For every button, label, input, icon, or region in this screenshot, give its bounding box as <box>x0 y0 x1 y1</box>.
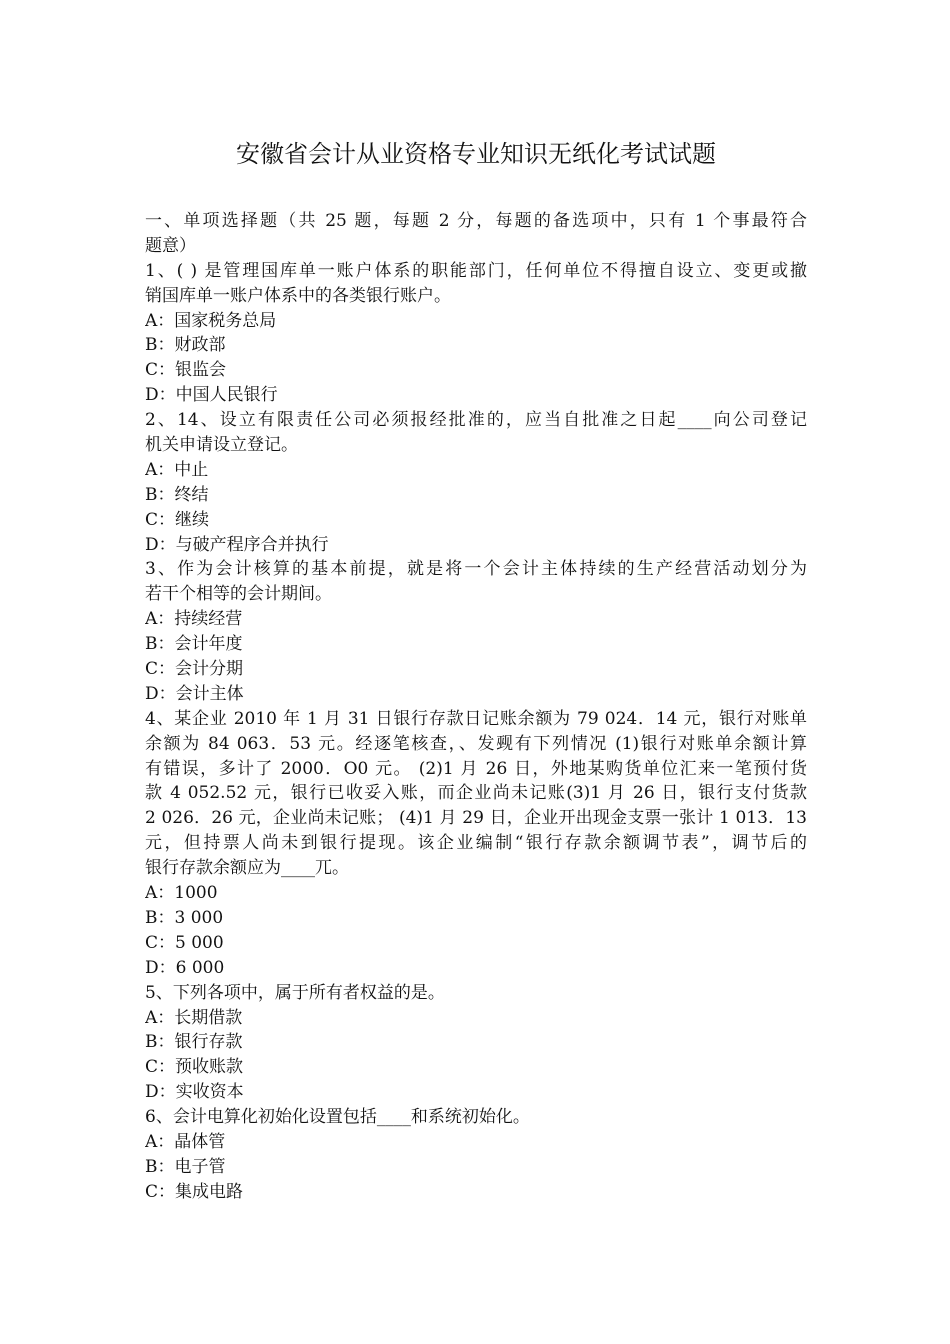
option-c: C：继续 <box>145 509 210 530</box>
option-c: C：5 000 <box>145 932 224 953</box>
option-a: A：1000 <box>145 883 218 904</box>
option-d: D：会计主体 <box>145 683 244 704</box>
question-2 <box>145 408 807 557</box>
option-b: B：会计年度 <box>145 634 243 655</box>
option-b: B：终结 <box>145 484 209 505</box>
question-stem-line: 4、某企业 2010 年 1 月 31 日银行存款日记账余额为 79 024．14 元，银行对账单 <box>145 708 807 729</box>
option-a: A：国家税务总局 <box>145 310 277 331</box>
question-3 <box>145 557 807 706</box>
question-stem-line: 款 4 052.52 元，银行已收妥入账，而企业尚未记账(3)1 月 26 日，银行支付货款 <box>145 783 807 804</box>
question-5 <box>145 981 807 1105</box>
section-header-line: 题意） <box>145 235 196 256</box>
question-4 <box>145 707 807 981</box>
option-a: A：长期借款 <box>145 1007 243 1028</box>
document-body <box>145 209 807 1205</box>
question-6 <box>145 1105 807 1205</box>
question-stem-line: 余额为 84 063．53 元。经逐笔核查，、发觋有下列情况 (1)银行对账单余额计算 <box>145 733 807 754</box>
option-c: C：集成电路 <box>145 1181 244 1202</box>
question-stem-line: 5、下列各项中，属于所有者权益的是。 <box>145 982 445 1003</box>
option-d: D：实收资本 <box>145 1082 244 1103</box>
option-a: A：晶体管 <box>145 1131 226 1152</box>
section-header <box>145 209 807 259</box>
question-stem-line: 2 026．26 元，企业尚未记账； (4)1 月 29 日，企业开出现金支票一张计 1 013．13 <box>145 808 807 829</box>
question-stem-line: 若干个相等的会计期间。 <box>145 584 332 605</box>
document-title: 安徽省会计从业资格专业知识无纸化考试试题 <box>236 140 716 168</box>
question-stem-line: 机关申请设立登记。 <box>145 435 298 456</box>
option-c: C：会计分期 <box>145 659 244 680</box>
question-stem-line: 销国库单一账户体系中的各类银行账户。 <box>145 285 451 306</box>
option-b: B：财政部 <box>145 335 226 356</box>
question-stem-line: 6、会计电算化初始化设置包括____和系统初始化。 <box>145 1107 530 1128</box>
option-c: C：预收账款 <box>145 1057 244 1078</box>
option-b: B：银行存款 <box>145 1032 243 1053</box>
option-d: D：与破产程序合并执行 <box>145 534 329 555</box>
question-stem-line: 1、( ) 是管理国库单一账户体系的职能部门，任何单位不得擅自设立、变更或撤 <box>145 260 807 281</box>
question-stem-line: 3、作为会计核算的基本前提，就是将一个会计主体持续的生产经营活动划分为 <box>145 559 807 580</box>
option-c: C：银监会 <box>145 360 227 381</box>
option-b: B：3 000 <box>145 907 224 928</box>
option-d: D：中国人民银行 <box>145 385 278 406</box>
option-a: A：中止 <box>145 459 209 480</box>
question-stem-line: 元，但持票人尚未到银行提现。该企业编制“银行存款余额调节表”，调节后的 <box>145 833 807 854</box>
question-stem-line: 有错误，多计了 2000．O0 元。 (2)1 月 26 日，外地某购货单位汇来一笔预付货 <box>145 758 807 779</box>
question-1 <box>145 259 807 408</box>
option-d: D：6 000 <box>145 957 225 978</box>
question-stem-line: 银行存款余额应为____兀。 <box>145 858 349 879</box>
option-a: A：持续经营 <box>145 609 243 630</box>
section-header-line: 一、单项选择题（共 25 题，每题 2 分，每题的备选项中，只有 1 个事最符合 <box>145 211 807 231</box>
option-b: B：电子管 <box>145 1156 226 1177</box>
question-stem-line: 2、14、设立有限责任公司必须报经批准的，应当自批准之日起____向公司登记 <box>145 410 807 431</box>
